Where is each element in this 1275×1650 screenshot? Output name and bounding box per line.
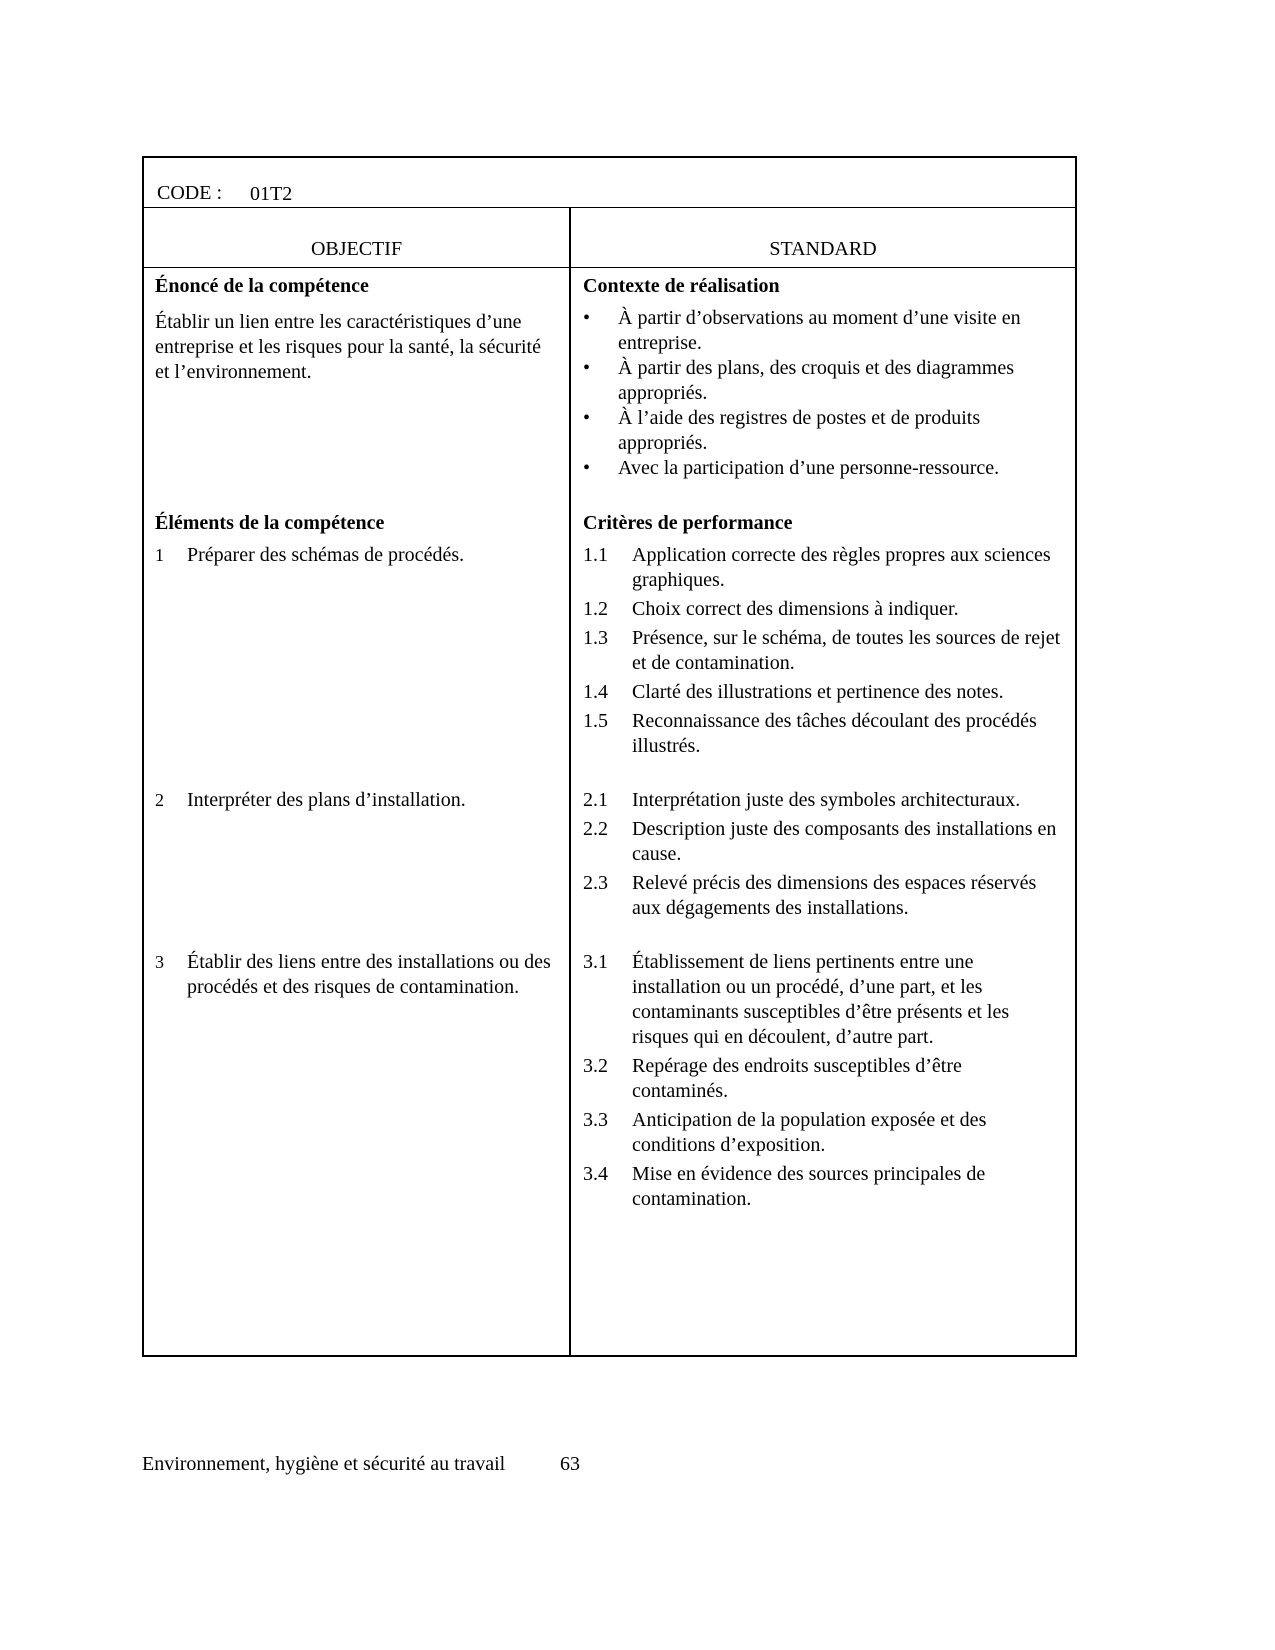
critere-text: Clarté des illustrations et pertinence des notes. <box>632 681 1004 703</box>
element-number: 3 <box>155 952 164 972</box>
page-number: 63 <box>560 1453 580 1475</box>
critere-text: Application correcte des règles propres aux sciences graphiques. <box>632 544 1051 591</box>
critere-text: Description juste des composants des installations en cause. <box>632 818 1057 865</box>
header-row-divider <box>142 267 1075 268</box>
critere-number: 1.3 <box>583 627 608 649</box>
elements-title: Éléments de la compétence <box>155 512 385 534</box>
critere-number: 2.1 <box>583 789 608 811</box>
critere-number: 3.2 <box>583 1055 608 1077</box>
table-border-top <box>142 156 1077 158</box>
criteres-title: Critères de performance <box>583 512 793 534</box>
critere-number: 3.1 <box>583 951 608 973</box>
critere-text: Établissement de liens pertinents entre une installation ou un procédé, d’une part, et les contaminants susceptibles d’être présents et les risques qui en découlent, d’autre part. <box>632 951 1010 1048</box>
enonce-text: Établir un lien entre les caractéristiques d’une entreprise et les risques pour la santé, la sécurité et l’environnement. <box>155 311 541 383</box>
critere-text: Anticipation de la population exposée et des conditions d’exposition. <box>632 1109 987 1156</box>
critere-text: Présence, sur le schéma, de toutes les sources de rejet et de contamination. <box>632 627 1061 674</box>
table-border-right <box>1075 156 1077 1357</box>
critere-number: 3.3 <box>583 1109 608 1131</box>
bullet-icon: • <box>583 307 591 329</box>
element-number: 1 <box>155 545 164 565</box>
table-border-bottom <box>142 1355 1077 1357</box>
element-text: Préparer des schémas de procédés. <box>187 544 465 566</box>
critere-text: Choix correct des dimensions à indiquer. <box>632 598 959 620</box>
code-value: 01T2 <box>250 183 293 205</box>
footer-title: Environnement, hygiène et sécurité au travail <box>142 1453 506 1475</box>
contexte-item-text: Avec la participation d’une personne-ressource. <box>618 457 1000 479</box>
header-objectif: OBJECTIF <box>310 238 403 260</box>
critere-text: Reconnaissance des tâches découlant des procédés illustrés. <box>632 710 1037 757</box>
critere-number: 2.2 <box>583 818 608 840</box>
contexte-item-text: À l’aide des registres de postes et de produits appropriés. <box>618 407 981 454</box>
bullet-icon: • <box>583 407 591 429</box>
critere-number: 3.4 <box>583 1163 608 1185</box>
code-label: CODE : <box>157 182 222 204</box>
header-standard: STANDARD <box>769 238 877 260</box>
enonce-title: Énoncé de la compétence <box>155 275 369 297</box>
element-text: Interpréter des plans d’installation. <box>187 789 466 811</box>
contexte-item-text: À partir d’observations au moment d’une visite en entreprise. <box>618 307 1021 354</box>
critere-number: 1.2 <box>583 598 608 620</box>
table-border-left <box>142 156 144 1357</box>
bullet-icon: • <box>583 457 591 479</box>
element-number: 2 <box>155 790 164 810</box>
contexte-item-text: À partir des plans, des croquis et des diagrammes appropriés. <box>618 357 1015 404</box>
element-text: Établir des liens entre des installations ou des procédés et des risques de contamination. <box>187 951 551 998</box>
critere-number: 1.1 <box>583 544 608 566</box>
code-row-divider <box>142 207 1077 208</box>
critere-text: Mise en évidence des sources principales de contamination. <box>632 1163 986 1210</box>
critere-number: 1.4 <box>583 681 608 703</box>
critere-text: Interprétation juste des symboles architecturaux. <box>632 789 1021 811</box>
critere-text: Repérage des endroits susceptibles d’être contaminés. <box>632 1055 962 1102</box>
bullet-icon: • <box>583 357 591 379</box>
critere-number: 2.3 <box>583 872 608 894</box>
critere-number: 1.5 <box>583 710 608 732</box>
critere-text: Relevé précis des dimensions des espaces réservés aux dégagements des installations. <box>632 872 1037 919</box>
contexte-title: Contexte de réalisation <box>583 275 780 297</box>
column-divider <box>569 207 571 1357</box>
